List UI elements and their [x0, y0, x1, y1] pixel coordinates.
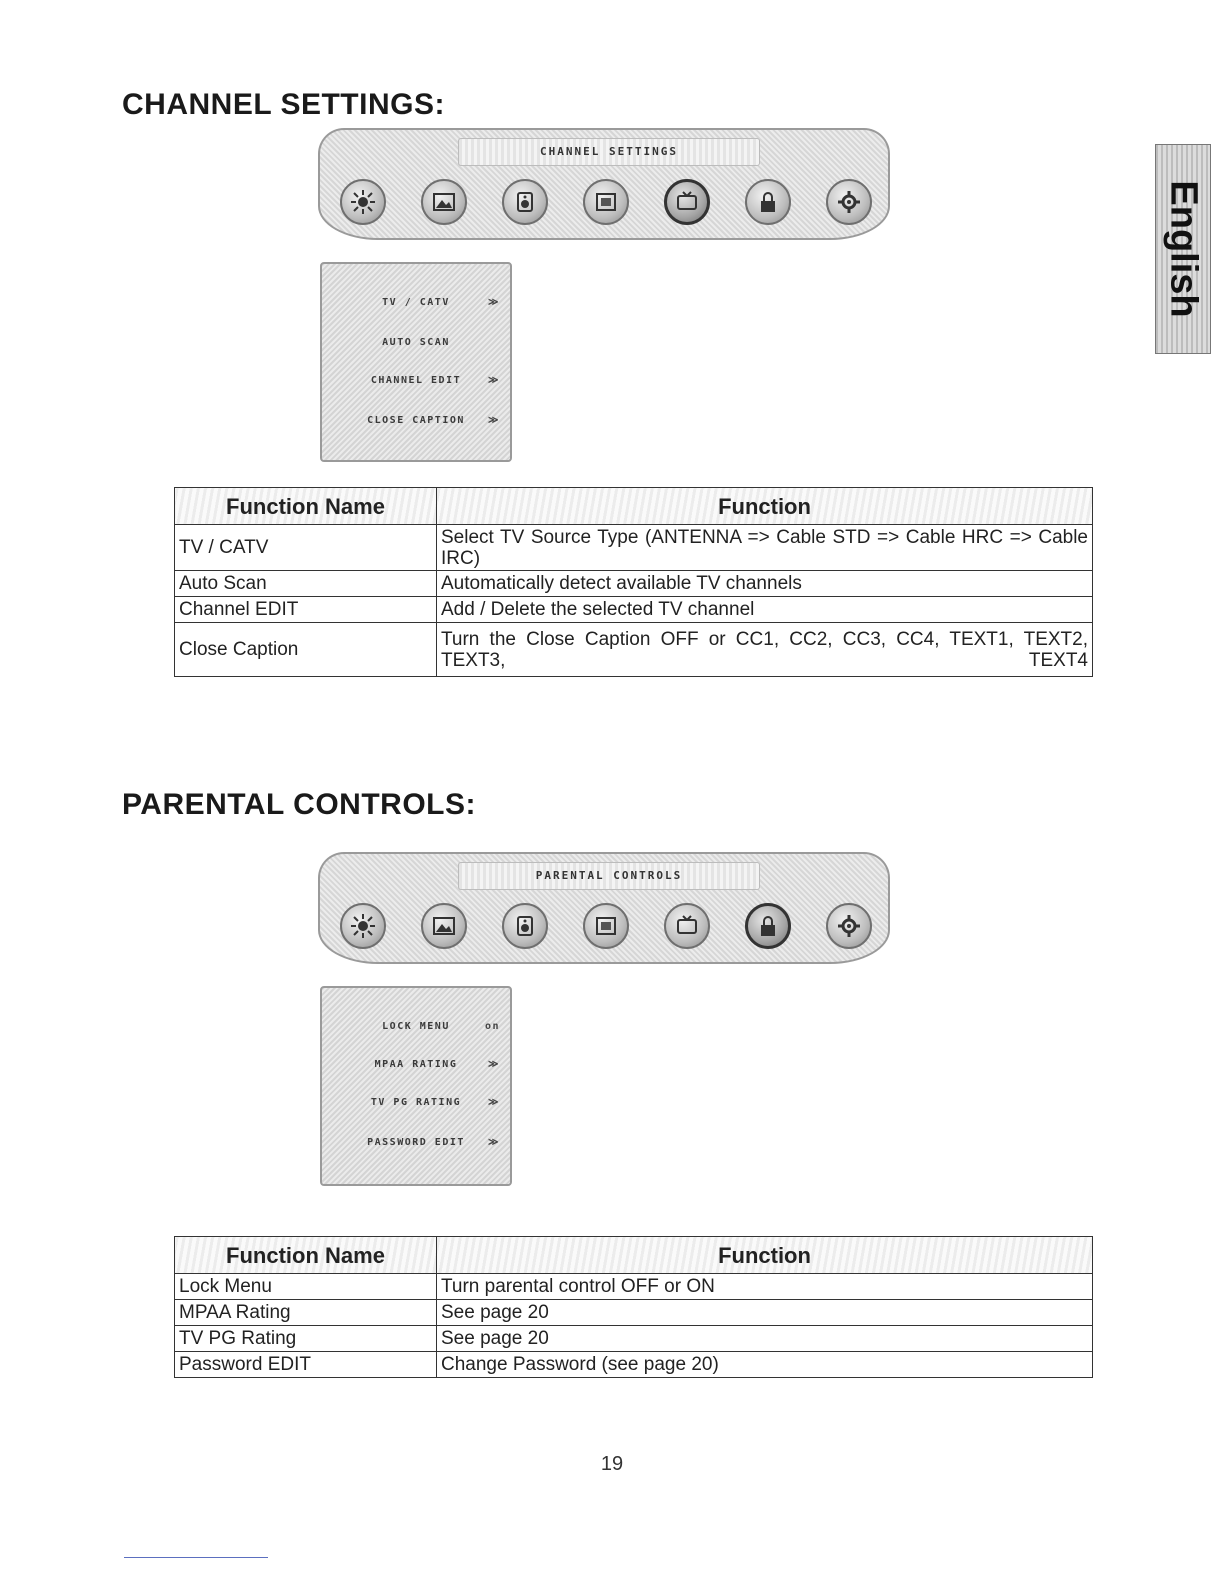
lock-icon [745, 179, 791, 225]
picture-icon [421, 179, 467, 225]
osd-submenu-item: CHANNEL EDIT ≫ [370, 375, 500, 386]
table-header-row [175, 488, 1093, 525]
page-number: 19 [600, 1453, 624, 1475]
osd-submenu-item: TV / CATV ≫ [382, 297, 500, 308]
function-cell: Select TV Source Type (ANTENNA => Cable STD => Cable HRC => Cable IRC) [437, 525, 1093, 571]
table-row [175, 525, 1093, 571]
setup-icon [826, 903, 872, 949]
audio-icon [502, 903, 548, 949]
parental-controls-osd-bar [318, 852, 890, 964]
picture-icon [421, 903, 467, 949]
language-side-tab [1155, 144, 1211, 354]
osd-title: PARENTAL CONTROLS [458, 862, 760, 890]
osd-submenu-item: TV PG RATING ≫ [370, 1097, 500, 1108]
table-row [175, 623, 1093, 677]
screen-icon [583, 179, 629, 225]
function-cell: Turn parental control OFF or ON [437, 1274, 1093, 1300]
table-header-row [175, 1237, 1093, 1274]
function-name-cell: TV / CATV [175, 525, 437, 571]
function-cell: Add / Delete the selected TV channel [437, 597, 1093, 623]
table-row [175, 571, 1093, 597]
column-header-function: Function [437, 1237, 1093, 1274]
column-header-function-name: Function Name [175, 488, 437, 525]
function-name-cell: TV PG Rating [175, 1326, 437, 1352]
channel-icon [664, 179, 710, 225]
channel-settings-table [174, 487, 1093, 677]
function-cell: See page 20 [437, 1300, 1093, 1326]
setup-icon [826, 179, 872, 225]
osd-submenu-item: AUTO SCAN [382, 337, 450, 348]
table-row [175, 1352, 1093, 1378]
table-row [175, 1326, 1093, 1352]
table-row [175, 1300, 1093, 1326]
function-name-cell: Auto Scan [175, 571, 437, 597]
column-header-function-name: Function Name [175, 1237, 437, 1274]
parental-controls-osd-submenu [320, 986, 512, 1186]
column-header-function: Function [437, 488, 1093, 525]
parental-controls-heading: PARENTAL CONTROLS: [122, 788, 476, 821]
channel-settings-osd-submenu [320, 262, 512, 462]
function-cell: See page 20 [437, 1326, 1093, 1352]
osd-icon-row [332, 898, 880, 954]
footer-divider [124, 1557, 268, 1558]
table-row [175, 597, 1093, 623]
function-cell: Automatically detect available TV channels [437, 571, 1093, 597]
screen-icon [583, 903, 629, 949]
function-cell: Turn the Close Caption OFF or CC1, CC2, CC3, CC4, TEXT1, TEXT2, TEXT3, TEXT4 [437, 623, 1093, 677]
osd-submenu-item: PASSWORD EDIT ≫ [367, 1137, 500, 1148]
osd-submenu-item: LOCK MENU on [382, 1021, 500, 1032]
sun-icon [340, 179, 386, 225]
function-name-cell: Close Caption [175, 623, 437, 677]
osd-icon-row [332, 174, 880, 230]
audio-icon [502, 179, 548, 225]
table-row [175, 1274, 1093, 1300]
function-name-cell: Password EDIT [175, 1352, 437, 1378]
function-cell: Change Password (see page 20) [437, 1352, 1093, 1378]
function-name-cell: Channel EDIT [175, 597, 437, 623]
channel-settings-heading: CHANNEL SETTINGS: [122, 88, 445, 121]
osd-submenu-item: MPAA RATING ≫ [374, 1059, 500, 1070]
osd-title: CHANNEL SETTINGS [458, 138, 760, 166]
osd-submenu-item: CLOSE CAPTION ≫ [367, 415, 500, 426]
channel-icon [664, 903, 710, 949]
sun-icon [340, 903, 386, 949]
function-name-cell: Lock Menu [175, 1274, 437, 1300]
channel-settings-osd-bar [318, 128, 890, 240]
parental-controls-table [174, 1236, 1093, 1378]
function-name-cell: MPAA Rating [175, 1300, 437, 1326]
language-label: English [1162, 180, 1205, 318]
lock-icon [745, 903, 791, 949]
